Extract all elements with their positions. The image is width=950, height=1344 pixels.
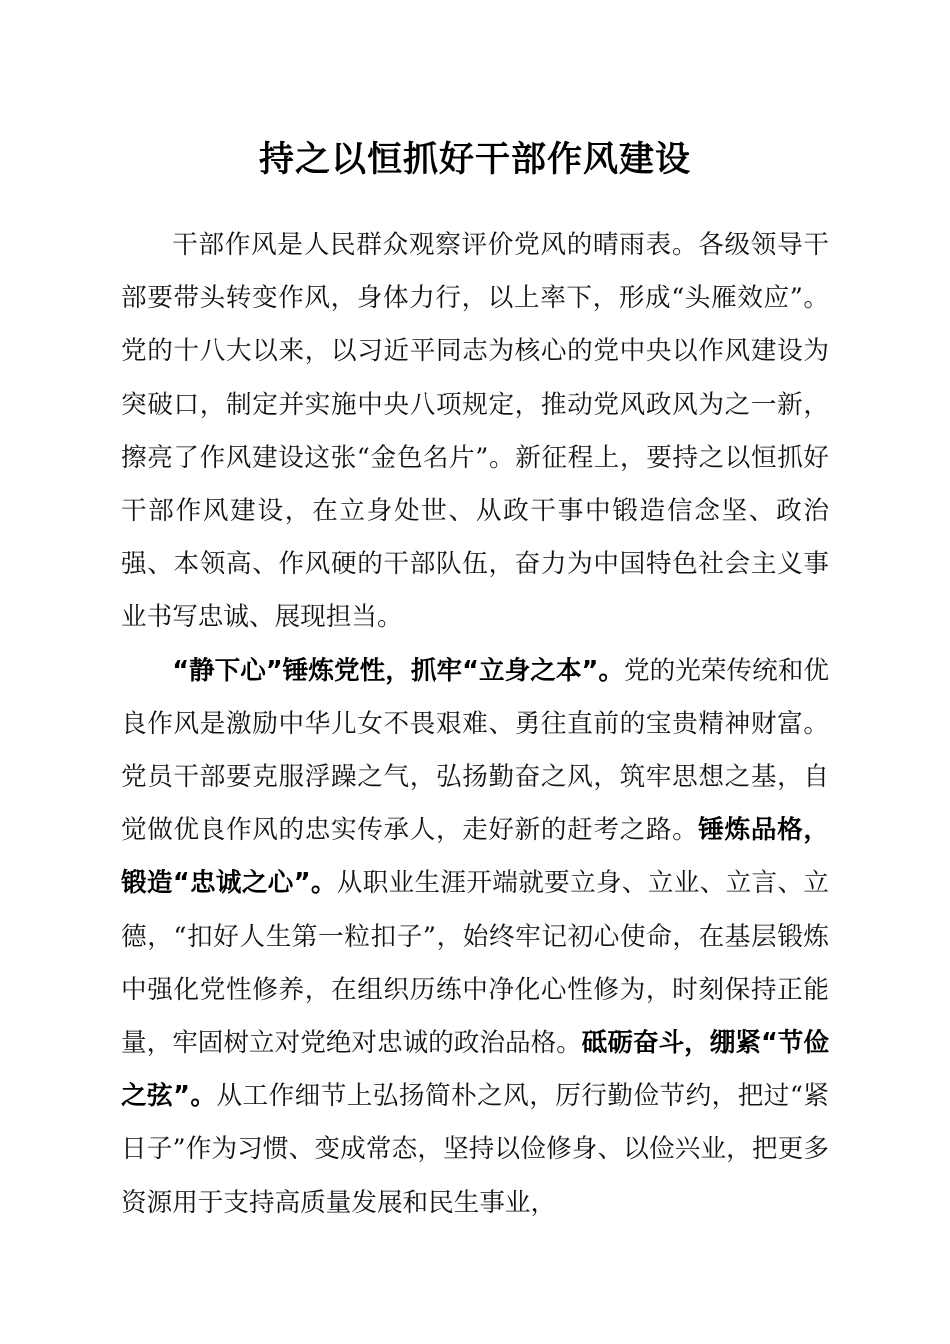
paragraph-section-1 [121, 645, 829, 1230]
document-title: 持之以恒抓好干部作风建设 [258, 139, 691, 180]
paragraph-intro: 干部作风是人民群众观察评价党风的晴雨表。各级领导干部要带头转变作风，身体力行，以上率下，形成“头雁效应”。党的十八大以来，以习近平同志为核心的党中央以作风建设为突破口，制定并实施中央八项规定，推动党风政风为之一新，擦亮了作风建设这张“金色名片”。新征程上，要持之以恒抓好干部作风建设，在立身处世、从政干事中锻造信念坚、政治强、本领高、作风硬的干部队伍，奋力为中国特色社会主义事业书写忠诚、展现担当。 [121, 230, 829, 633]
section-text-2: 从职业生涯开端就要立身、立业、立言、立德，“扣好人生第一粒扣子”，始终牢记初心使命，在基层锻炼中强化党性修养，在组织历练中净化心性修为，时刻保持正能量，牢固树立对党绝对忠诚的政治品格。 [121, 868, 829, 1059]
subheading-2: 砥砺奋斗，绷紧“节俭之弦”。 [121, 1028, 829, 1112]
section-heading-red: “静下心”锤炼党性，抓牢“立身之本”。 [172, 655, 624, 686]
section-text-3: 从工作细节上弘扬简朴之风，厉行勤俭节约，把过“紧日子”作为习惯、变成常态，坚持以俭修身、以俭兴业，把更多资源用于支持高质量发展和民生事业， [121, 1081, 829, 1218]
document-body [121, 219, 829, 1230]
section-text-1: 党的光荣传统和优良作风是激励中华儿女不畏艰难、勇往直前的宝贵精神财富。党员干部要克服浮躁之气，弘扬勤奋之风，筑牢思想之基，自觉做优良作风的忠实传承人，走好新的赶考之路。 [121, 655, 829, 846]
subheading-1: 锤炼品格，锻造“忠诚之心”。 [121, 815, 829, 899]
